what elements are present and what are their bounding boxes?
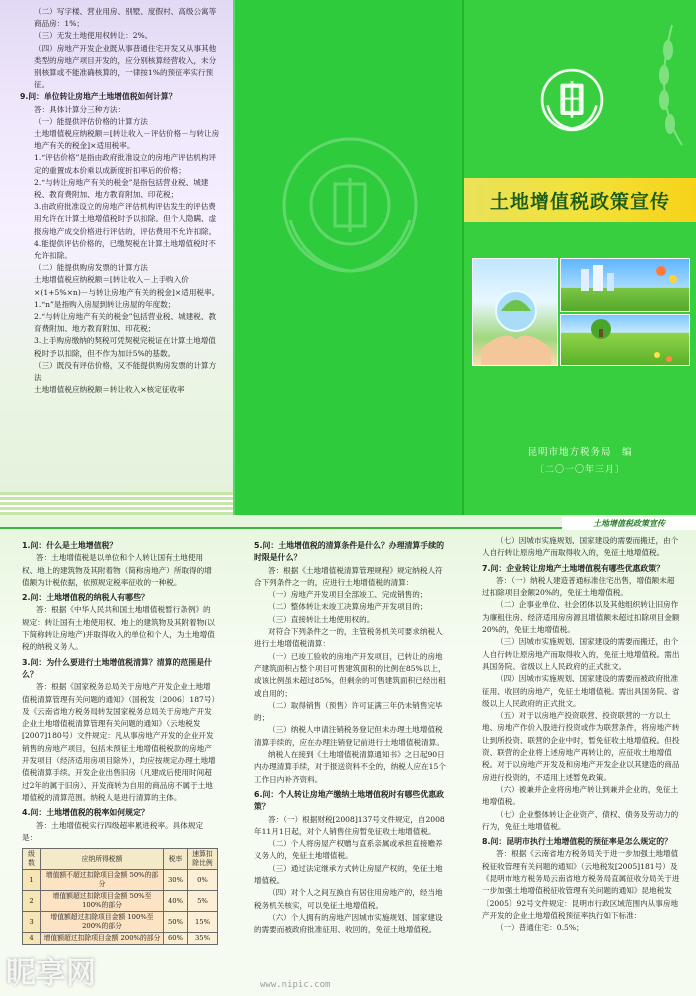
- photo-collage: [472, 258, 690, 366]
- list-item: （二）企事业单位、社会团体以及其他组织转让旧房作为廉租住房、经济适用房房源且增值额未超过扣除项目金额20%的，免征土地增值税。: [482, 600, 680, 635]
- cell-level: 2: [23, 891, 41, 912]
- text-para: 答：具体计算分三种方法：: [34, 104, 126, 114]
- question-heading: 1.问：什么是土地增值税？: [22, 541, 118, 550]
- col-header-tax-base: 应纳所得税额: [41, 849, 164, 870]
- question-heading: 8.问：昆明市执行土地增值税的预征率是怎么规定的？: [482, 837, 672, 847]
- wheat-wreath-icon: [642, 20, 696, 150]
- table-row: [23, 933, 218, 945]
- question-heading: 7.问：企业转让房地产土地增值税有哪些优惠政策？: [482, 563, 665, 573]
- cell-level: 1: [23, 870, 41, 891]
- table-row: [23, 912, 218, 933]
- watermark-logo: 昵享网: [6, 956, 96, 991]
- text-para: 土地增值税应纳税额＝[转让收入－上手购入价×(1+5%×n)－与转让房地产有关的税金]×适用税率。: [34, 275, 220, 297]
- bottom-spread: [0, 515, 696, 996]
- question-heading: 4.问：土地增值税的税率如何规定？: [22, 808, 149, 818]
- photo-city-skyline: [560, 258, 690, 312]
- answer-text: 答：根据《云南省地方税务局关于进一步加强土地增值税征收管理有关问题的通知》（云地税发[2005]181号）及《昆明市地方税务局云南省地方税务局直属征收分局关于进一步加强土地增值税征收管理有关问题的通知》昆地税发〔2005〕92号文件规定：昆明市行政区域范围内从事房地产开发的企业土地增值税预征率执行如下标准：: [482, 849, 680, 920]
- list-item: （一）房地产开发项目全部竣工、完成销售的；: [268, 590, 428, 600]
- inside-panel-left: [0, 0, 233, 515]
- column-3: [482, 535, 680, 994]
- text-para: （三）无发土地使用权转让：2%。: [34, 31, 153, 41]
- list-item: （四）对个人之间互换自有居住用房地产的，经当地税务机关核实，可以免征土地增值税。: [254, 888, 443, 910]
- answer-text: 答：根据《土地增值税清算管理规程》规定纳税人符合下列条件之一的，应进行土地增值税的清算：: [254, 565, 443, 587]
- list-item: （四）因城市实施规划、国家建设的需要而被政府批准征用、收回的房地产，免征土地增值税。需出具国务院、省级以上人民政府的正式批文。: [482, 674, 680, 708]
- text-para: （二）能提供购房发票的计算方法: [34, 263, 148, 273]
- front-cover: [464, 0, 696, 515]
- cell-deduction: 0%: [188, 870, 218, 891]
- answer-text: 答：根据《国家税务总局关于房地产开发企业土地增值税清算管理有关问题的通知》（国税发〔2006〕187号）及《云南省地方税务局转发国家税务总局关于房地产开发企业土地增值税清算管理有关问题的通知》（云地税发[2007]180号）文件规定：凡从事房地产开发的企业开发销售的房地产项目，包括未预征土地增值税税款的房地产开发项目（经济适用房项目除外），均应按规定办理土地增值税清算手续。开发企业出售旧房（凡建成后使用时间超过2年的属于旧房）、开发商转为自用的商品房不属于土地增值税的清算范围。纳税人是进行清算的主体。: [22, 682, 216, 802]
- cell-rate: 50%: [164, 912, 188, 933]
- issuer-name: 昆明市地方税务局 编: [527, 447, 633, 458]
- photo-green-field: [560, 314, 690, 366]
- cell-level: 4: [23, 933, 41, 945]
- answer-text: 对符合下列条件之一的，主管税务机关可要求纳税人进行土地增值税清算：: [254, 627, 443, 649]
- answer-text: （七）因城市实施规划、国家建设的需要而搬迁，由个人自行转让原房地产而取得收入的，免征土地增值税。: [482, 536, 679, 558]
- column-2: [254, 537, 446, 996]
- tax-emblem-icon: [538, 66, 606, 134]
- cell-desc: 增值额不超过扣除项目金额 50%的部分: [41, 870, 164, 891]
- text-para: （三）既没有评估价格，又不能提供购房发票的计算方法: [34, 360, 217, 383]
- col-header-deduction: 速算扣除比例: [188, 849, 218, 870]
- back-panel: [233, 0, 464, 515]
- list-item: （六）被兼并企业将房地产转让到兼并企业的，免征土地增值税。: [482, 784, 679, 807]
- text-para: 1.“评估价格”是指由政府批准设立的房地产评估机构评定的重置成本价乘以成新度折扣率后的价格；: [34, 153, 217, 175]
- list-item: （三）直接转让土地使用权的。: [268, 614, 375, 624]
- watermark-url: www.nipic.com: [260, 980, 331, 990]
- issue-date: 〔二〇一〇年三月〕: [534, 465, 625, 475]
- question-heading: 3.问：为什么要进行土地增值税清算？清算的范围是什么？: [22, 657, 212, 679]
- cell-rate: 30%: [164, 870, 188, 891]
- photo-hands-globe: [472, 258, 558, 366]
- table-header-row: [23, 849, 218, 870]
- tax-emblem-watermark-icon: [275, 130, 425, 280]
- answer-text: 答：土地增值税实行四级超率累进税率。具体规定是：: [22, 820, 204, 842]
- list-item: （六）个人拥有的房地产因城市实施规划、国家建设的需要而被政府批准征用、收回的，免征土地增值税。: [254, 912, 443, 935]
- cell-rate: 40%: [164, 891, 188, 912]
- list-item: 答：（一）纳税人建造普通标准住宅出售，增值额未超过扣除项目金额20%的，免征土地增值税。: [482, 575, 675, 598]
- tax-rate-table: [22, 848, 218, 945]
- question-heading: 5.问：土地增值税的清算条件是什么？办理清算手续的时限是什么？: [254, 541, 444, 563]
- list-item: （二）整体转让未竣工决算房地产开发项目的；: [268, 602, 428, 612]
- cell-deduction: 35%: [188, 933, 218, 945]
- text-para: 2.“与转让房地产有关的税金”是指包括营业税、城建税、教育费附加、地方教育附加、印花税；: [34, 177, 209, 200]
- answer-text: 答：（一）根据财税[2008]137号文件规定，自2008年11月1日起，对个人销售住房暂免征收土地增值税。: [254, 814, 445, 836]
- cell-deduction: 15%: [188, 912, 218, 933]
- cover-title: 土地增值税政策宣传: [464, 178, 696, 222]
- text-para: 1.“n”是指购入房屋到转让房屋的年度数；: [34, 299, 176, 309]
- list-item: （一）普通住宅：0.5%；: [496, 923, 584, 933]
- col-header-level: 级数: [23, 849, 41, 870]
- list-item: （三）通过法定继承方式转让房屋产权的，免征土地增值税。: [254, 863, 443, 886]
- text-para: （四）房地产开发企业既从事普通住宅开发又从事其他类型的房地产项目开发的，应分别核算经营收入，未分别核算或不能准确核算的，一律按1%的预征率实行预征。: [34, 43, 217, 90]
- table-row: [23, 870, 218, 891]
- list-item: （三）纳税人申请注销税务登记但未办理土地增值税清算手续的，应在办理注销登记前进行土地增值税清算。: [254, 725, 444, 747]
- cell-desc: 增值额超过扣除项目金额 200%的部分: [41, 933, 164, 945]
- text-para: 2.“与转让房地产有关的税金”包括营业税、城建税、教育费附加、地方教育附加、印花税；: [34, 312, 217, 334]
- column-1: [22, 537, 218, 996]
- text-para: 土地增值税应纳税额＝转让收入×核定征收率: [34, 385, 185, 395]
- cell-deduction: 5%: [188, 891, 218, 912]
- list-item: （二）取得销售（预售）许可证满三年仍未销售完毕的；: [254, 700, 443, 723]
- col-header-rate: 税率: [164, 849, 188, 870]
- text-para: 土地增值税应纳税额＝[转让收入－评估价格－与转让房地产有关的税金]×适用税率。: [34, 129, 220, 151]
- cell-desc: 增值额超过扣除项目金额 50%至 100%的部分: [41, 891, 164, 912]
- question-heading: 6.问：个人转让房地产缴纳土地增值税时有哪些优惠政策？: [254, 789, 444, 812]
- text-para: 4.能提供评估价格的，已缴契税在计算土地增值税时不允许扣除。: [34, 238, 216, 261]
- text-para: 3.上手购房缴纳的契税可凭契税完税证在计算土地增值税时予以扣除，但不作为加计5%的基数。: [34, 336, 216, 358]
- running-header: 土地增值税政策宣传: [562, 517, 696, 530]
- cell-rate: 60%: [164, 933, 188, 945]
- question-heading: 9.问：单位转让房地产土地增值税如何计算？: [20, 92, 177, 102]
- list-item: （五）对于以房地产投资联营、投资联营的一方以土地、房地产作价入股进行投资或作为联营条件，将房地产转让到所投资、联营的企业中时，暂免征收土地增值税。但投资、联营的企业将上述房地产再转让的，应征收土地增值税。对于以房地产开发及和房地产开发企业以其建造的商品房进行投资的，不适用上述暂免政策。: [482, 711, 680, 782]
- list-item: （三）因城市实施规划、国家建设的需要而搬迁，由个人自行转让原房地产而取得收入的，免征土地增值税。需出具国务院、省级以上人民政府的正式批文。: [482, 637, 680, 671]
- question-heading: 2.问：土地增值税的纳税人有哪些？: [22, 593, 149, 603]
- answer-text: 答：土地增值税是以单位和个人转让国有土地使用权、地上的建筑物及其附着物（简称房地产）所取得的增值额为计税依据，依照规定税率征收的一种税。: [22, 553, 212, 587]
- cell-desc: 增值额超过扣除项目金额 100%至 200%的部分: [41, 912, 164, 933]
- answer-text: 答：根据《中华人民共和国土地增值税暂行条例》的规定：转让国有土地使用权、地上的建筑物及其附着物(以下简称转让房地产)并取得收入的单位和个人，为土地增值税的纳税义务人。: [22, 605, 215, 652]
- table-row: [23, 891, 218, 912]
- text-para: （一）能提供评估价格的计算方法: [34, 116, 148, 126]
- text-para: （二）写字楼、营业用房、别墅、度假村、高级公寓等商品房：1%；: [34, 7, 217, 29]
- list-item: （一）已竣工验收的房地产开发项目，已转让的房地产建筑面积占整个项目可售建筑面积的比例在85%以上，或该比例虽未超过85%，但剩余的可售建筑面积已经出租或自用的；: [254, 651, 446, 698]
- answer-text: 纳税人在接到《土地增值税清算通知书》之日起90日内办理清算手续，对于报送资料不全的，纳税人应在15个工作日内补齐资料。: [254, 750, 446, 784]
- text-para: 3.由政府批准设立的房地产评估机构评估发生的评估费用允许在计算土地增值税时予以扣除。但个人隐瞒、虚报房地产成交价格进行评估的，评估费用不允许扣除。: [34, 202, 217, 236]
- cell-level: 3: [23, 912, 41, 933]
- decorative-stripe: [0, 492, 233, 515]
- list-item: （七）企业整体转让企业资产、债权、债务及劳动力的行为，免征土地增值税。: [482, 809, 679, 831]
- list-item: （二）个人将房屋产权赠与直系亲属或承担直接赡养义务人的，免征土地增值税。: [254, 839, 443, 861]
